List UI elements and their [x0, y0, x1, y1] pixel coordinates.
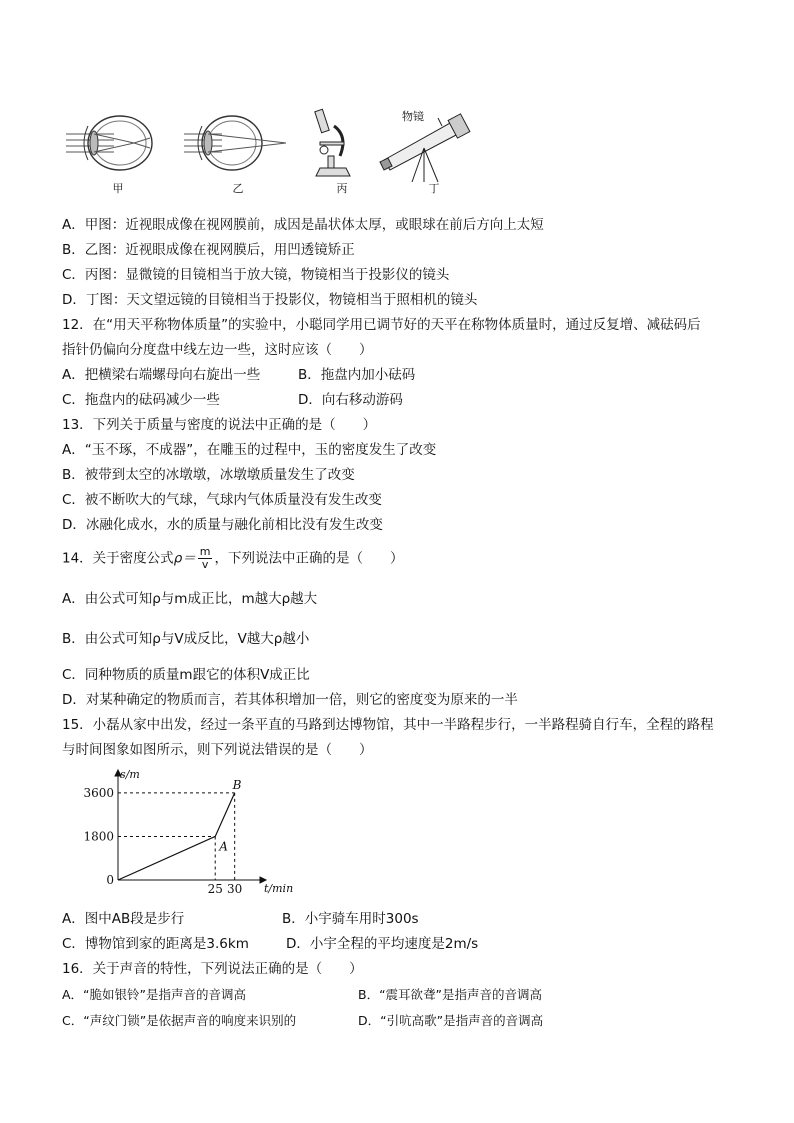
- q13-option-b: B．被带到太空的冰墩墩，冰墩墩质量发生了改变: [62, 467, 355, 483]
- q13-option-c: C．被不断吹大的气球，气球内气体质量没有发生改变: [62, 492, 382, 508]
- q15-option-c: C．博物馆到家的距离是3.6km: [62, 936, 249, 952]
- q13-stem: 13．下列关于质量与密度的说法中正确的是（ ）: [62, 417, 377, 433]
- caption-yi: 乙: [232, 182, 244, 195]
- eye-diagram-jia: [64, 112, 174, 178]
- caption-bing: 丙: [336, 182, 348, 195]
- q12-option-d: D．向右移动游码: [298, 392, 403, 408]
- distance-time-chart-svg: [70, 768, 294, 896]
- origin-label: 0: [106, 873, 114, 887]
- q15-option-d: D．小宇全程的平均速度是2m/s: [286, 936, 479, 952]
- q14-stem: [62, 546, 403, 571]
- q14-formula-numerator: m: [199, 545, 211, 558]
- x-tick-label: 30: [227, 882, 243, 896]
- q12-stem-line1: 12．在“用天平称物体质量”的实验中，小聪同学用已调节好的天平在称物体质量时，通过反复增、减砝码后: [62, 317, 701, 333]
- q16-option-a: A．“脆如银铃”是指声音的音调高: [62, 987, 247, 1002]
- caption-ding: 丁: [428, 182, 440, 195]
- q14-formula-denominator: v: [201, 558, 209, 571]
- q11-option-d: D．丁图：天文望远镜的目镜相当于投影仪，物镜相当于照相机的镜头: [62, 292, 478, 308]
- q15-stem-line2: 与时间图象如图所示，则下列说法错误的是（ ）: [62, 742, 373, 758]
- q16-stem: 16．关于声音的特性，下列说法正确的是（ ）: [62, 961, 363, 977]
- q13-option-d: D．冰融化成水，水的质量与融化前相比没有发生改变: [62, 517, 383, 533]
- microscope-diagram: [310, 106, 360, 180]
- y-tick-label: 1800: [83, 829, 114, 844]
- q16-option-d: D．“引吭高歌”是指声音的音调高: [358, 1013, 544, 1028]
- q13-option-a: A．“玉不琢，不成器”，在雕玉的过程中，玉的密度发生了改变: [62, 442, 437, 458]
- point-label: B: [232, 777, 242, 792]
- q12-stem-line2: 指针仍偏向分度盘中线左边一些，这时应该（ ）: [62, 342, 373, 358]
- eye-diagram-yi: [182, 112, 292, 178]
- q14-option-d: D．对某种确定的物质而言，若其体积增加一倍，则它的密度变为原来的一半: [62, 692, 518, 708]
- distance-time-chart: [70, 768, 294, 896]
- q14-formula-lhs: ρ＝: [173, 550, 196, 567]
- q14-option-b: B．由公式可知ρ与V成反比，V越大ρ越小: [62, 631, 310, 647]
- telescope-objective-label: 物镜: [402, 110, 424, 123]
- x-axis-label: t/min: [264, 882, 294, 895]
- q12-option-a: A．把横梁右端螺母向右旋出一些: [62, 367, 261, 383]
- telescope-diagram: [376, 104, 480, 184]
- q11-option-b: B．乙图：近视眼成像在视网膜后，用凹透镜矫正: [62, 242, 355, 258]
- y-tick-label: 3600: [83, 785, 114, 800]
- caption-jia: 甲: [112, 182, 124, 195]
- q11-option-a: A．甲图：近视眼成像在视网膜前，成因是晶状体太厚，或眼球在前后方向上太短: [62, 217, 544, 233]
- q16-option-c: C．“声纹门锁”是依据声音的响度来识别的: [62, 1013, 297, 1028]
- q11-option-c: C．丙图：显微镜的目镜相当于放大镜，物镜相当于投影仪的镜头: [62, 267, 450, 283]
- q12-option-b: B．拖盘内加小砝码: [298, 367, 416, 383]
- q12-option-c: C．拖盘内的砝码减少一些: [62, 392, 220, 408]
- point-label: A: [219, 839, 228, 854]
- q14-formula-fraction: [198, 546, 213, 571]
- q15-stem-line1: 15．小磊从家中出发，经过一条平直的马路到达博物馆，其中一半路程步行，一半路程骑自行车，全程的路程: [62, 717, 714, 733]
- q14-stem-prefix: 14．关于密度公式: [62, 550, 174, 567]
- x-tick-label: 25: [207, 882, 223, 896]
- q15-option-b: B．小宇骑车用时300s: [282, 911, 419, 927]
- q16-option-b: B．“震耳欲聋”是指声音的音调高: [358, 987, 543, 1002]
- q14-stem-suffix: ，下列说法中正确的是（ ）: [214, 550, 404, 567]
- q14-option-c: C．同种物质的质量m跟它的体积V成正比: [62, 667, 310, 683]
- q15-option-a: A．图中AB段是步行: [62, 911, 185, 927]
- y-axis-label: s/m: [120, 768, 140, 781]
- series-line: [118, 793, 235, 880]
- q14-option-a: A．由公式可知ρ与m成正比，m越大ρ越大: [62, 591, 318, 607]
